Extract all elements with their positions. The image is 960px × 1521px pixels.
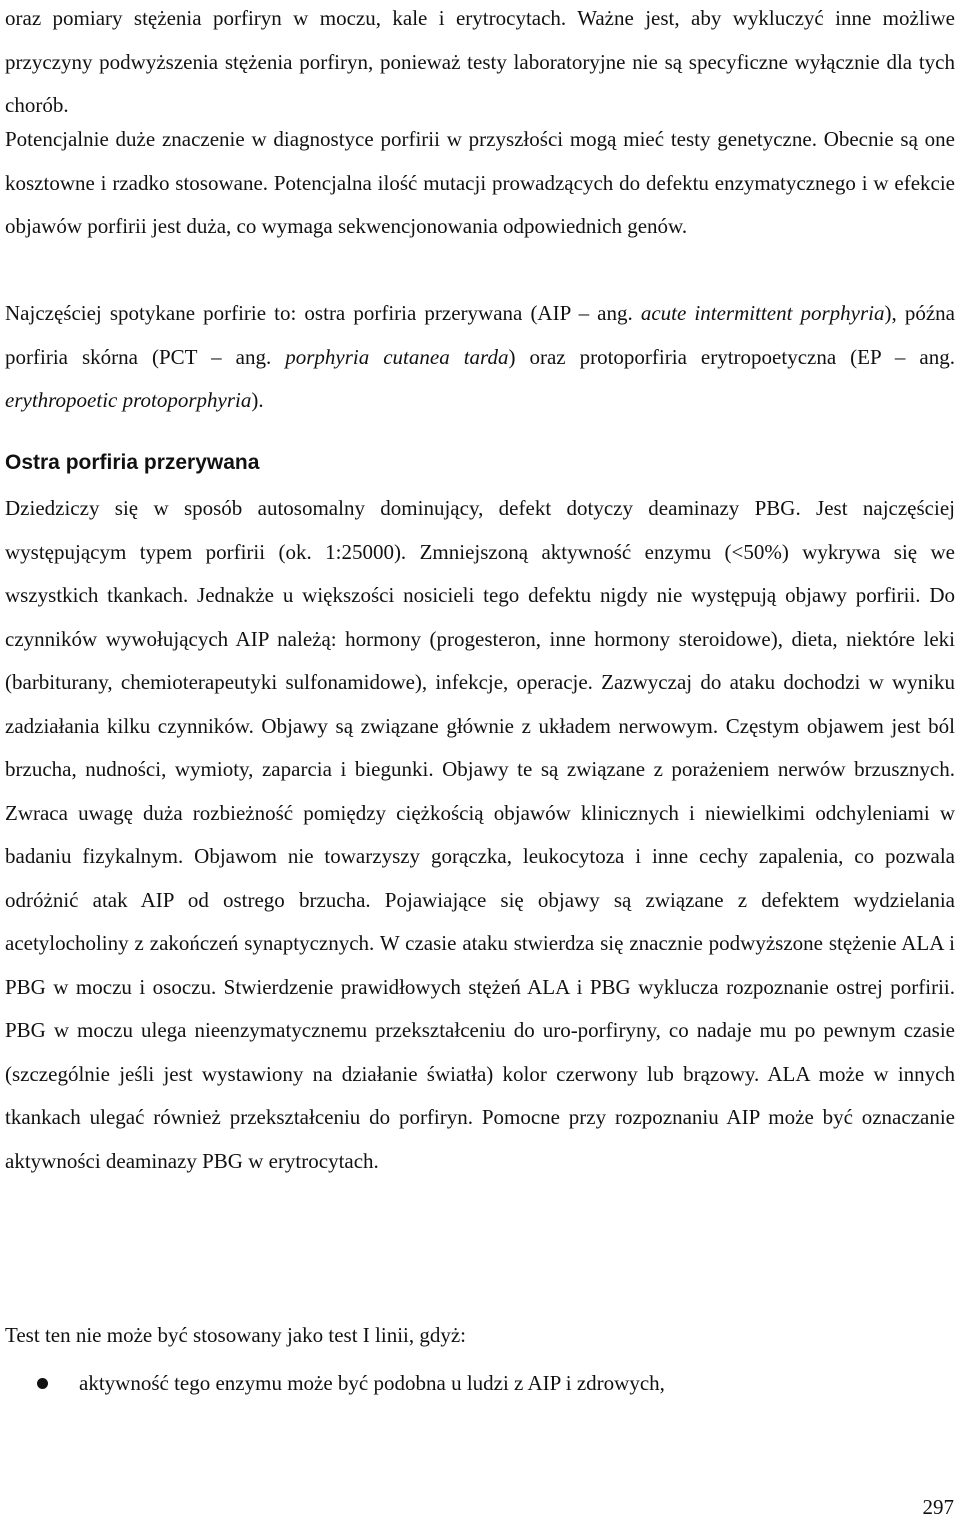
text-segment: ). [251, 388, 264, 412]
list-item [0, 1362, 960, 1406]
bullet-list [0, 1362, 960, 1406]
text-segment: ), późna porfiria skórna (PCT – ang. [5, 301, 955, 369]
page-number: 297 [922, 1495, 954, 1519]
text-segment: ) oraz protoporfiria erytropoetyczna (EP – ang. [508, 344, 955, 369]
latin-term-pct: porphyria cutanea tarda [285, 344, 509, 369]
latin-term-ep: erythropoetic protoporphyria [5, 388, 252, 412]
section-heading: Ostra porfiria przerywana [5, 451, 260, 474]
text-segment: Najczęściej spotykane porfirie to: ostra porfiria przerywana (AIP – ang. [5, 301, 641, 325]
aip-paragraph: Dziedziczy się w sposób autosomalny dominujący, defekt dotyczy deaminazy PBG. Jest najczęściej występującym typem porfirii (ok. 1:25000). Zmniejszoną aktywność enzymu (<50%) wykrywa się we wszystkich tkankach. Jednakże u większości nosicieli tego defektu nigdy nie występują objawy porfirii. Do czynników wywołujących AIP należą: hormony (progesteron, inne hormony steroidowe), dieta, niektóre leki (barbiturany, chemioterapeutyki sulfonamidowe), infekcje, operacje. Zazwyczaj do ataku dochodzi w wyniku zadziałania kilku czynników. Objawy są związane głównie z układem nerwowym. Częstym objawem jest ból brzucha, nudności, wymioty, zaparcia i biegunki. Objawy te są związane z porażeniem nerwów brzusznych. Zwraca uwagę duża rozbieżność pomiędzy ciężkością objawów klinicznych i niewielkimi odchyleniami w badaniu fizykalnym. Objawom nie towarzyszy gorączka, leukocytoza i inne cechy zapalenia, co pozwala odróżnić atak AIP od ostrego brzucha. Pojawiające się objawy są związane z defektem wydzielania acetylocholiny z zakończeń synaptycznych. W czasie ataku stwierdza się znacznie podwyższone stężenie ALA i PBG w moczu i osoczu. Stwierdzenie prawidłowych stężeń ALA i PBG wyklucza rozpoznanie ostrej porfirii. PBG w moczu ulega nieenzymatycznemu przekształceniu do uro-porfiryny, co nadaje mu po pewnym czasie (szczególnie jeśli jest wystawiony na działanie światła) kolor czerwony lub brązowy. ALA może w innych tkankach ulegać również przekształceniu do porfiryn. Pomocne przy rozpoznaniu AIP może być oznaczanie aktywności deaminazy PBG w erytrocytach. [5, 496, 955, 1173]
latin-term-aip: acute intermittent porphyria [640, 301, 885, 325]
intro-paragraph: oraz pomiary stężenia porfiryn w moczu, kale i erytrocytach. Ważne jest, aby wykluczyć inne możliwe przyczyny podwyższenia stężenia porfiryn, ponieważ testy laboratoryjne nie są specyficzne wyłącznie dla tych chorób. [5, 6, 955, 117]
common-porphyrias-paragraph [5, 292, 955, 423]
bullet-icon [37, 1378, 48, 1389]
genetic-tests-paragraph: Potencjalnie duże znaczenie w diagnostyce porfirii w przyszłości mogą mieć testy genetyczne. Obecnie są one kosztowne i rzadko stosowane. Potencjalna ilość mutacji prowadzących do defektu enzymatycznego i w efekcie objawów porfirii jest duża, co wymaga sekwencjonowania odpowiednich genów. [5, 127, 955, 238]
test-intro-paragraph: Test ten nie może być stosowany jako test I linii, gdyż: [5, 1323, 467, 1347]
list-item-text: aktywność tego enzymu może być podobna u ludzi z AIP i zdrowych, [79, 1371, 665, 1395]
